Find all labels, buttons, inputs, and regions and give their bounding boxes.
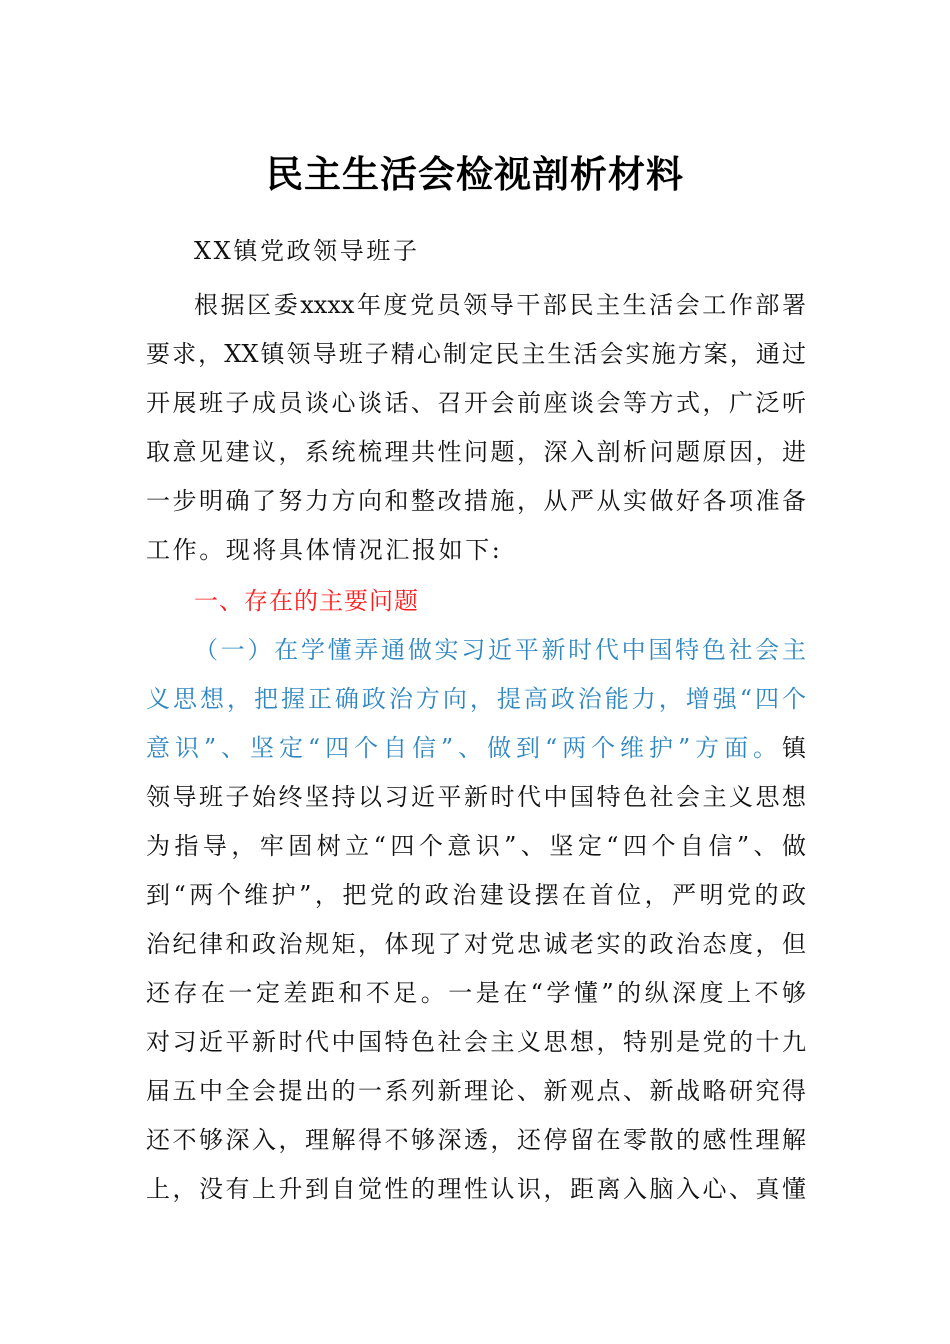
subheading-line: （一）在学懂弄通做实习近平新时代中国特色社会主 <box>194 636 806 664</box>
intro-line: 根据区委xxxx年度党员领导干部民主生活会工作部署 <box>194 291 806 319</box>
intro-line: 要求，XX镇领导班子精心制定民主生活会实施方案，通过 <box>146 340 806 368</box>
organization-name: XX镇党政领导班子 <box>194 237 420 265</box>
document-title: 民主生活会检视剖析材料 <box>266 152 684 196</box>
subheading-line-mixed <box>146 723 806 773</box>
body-line: 对习近平新时代中国特色社会主义思想，特别是党的十九 <box>146 1028 806 1056</box>
body-text-start: 镇 <box>782 734 806 762</box>
subheading-line: 义思想，把握正确政治方向，提高政治能力，增强“四个 <box>146 685 806 713</box>
body-line: 还存在一定差距和不足。一是在“学懂”的纵深度上不够 <box>146 979 806 1007</box>
body-line: 治纪律和政治规矩，体现了对党忠诚老实的政治态度，但 <box>146 930 806 958</box>
intro-line: 取意见建议，系统梳理共性问题，深入剖析问题原因，进 <box>146 438 806 466</box>
body-line: 上，没有上升到自觉性的理性认识，距离入脑入心、真懂 <box>146 1175 806 1203</box>
intro-line: 开展班子成员谈心谈话、召开会前座谈会等方式，广泛听 <box>146 389 806 417</box>
body-line: 领导班子始终坚持以习近平新时代中国特色社会主义思想 <box>146 783 806 811</box>
intro-line: 一步明确了努力方向和整改措施，从严从实做好各项准备 <box>146 487 806 515</box>
intro-line: 工作。现将具体情况汇报如下: <box>146 536 503 564</box>
body-line: 还不够深入，理解得不够深透，还停留在零散的感性理解 <box>146 1126 806 1154</box>
body-line: 到“两个维护”，把党的政治建设摆在首位，严明党的政 <box>146 881 806 909</box>
body-line: 届五中全会提出的一系列新理论、新观点、新战略研究得 <box>146 1077 806 1105</box>
body-line: 为指导，牢固树立“四个意识”、坚定“四个自信”、做 <box>146 832 806 860</box>
subheading-line: 意识”、坚定“四个自信”、做到“两个维护”方面。 <box>146 734 782 762</box>
section-heading: 一、存在的主要问题 <box>194 587 419 615</box>
